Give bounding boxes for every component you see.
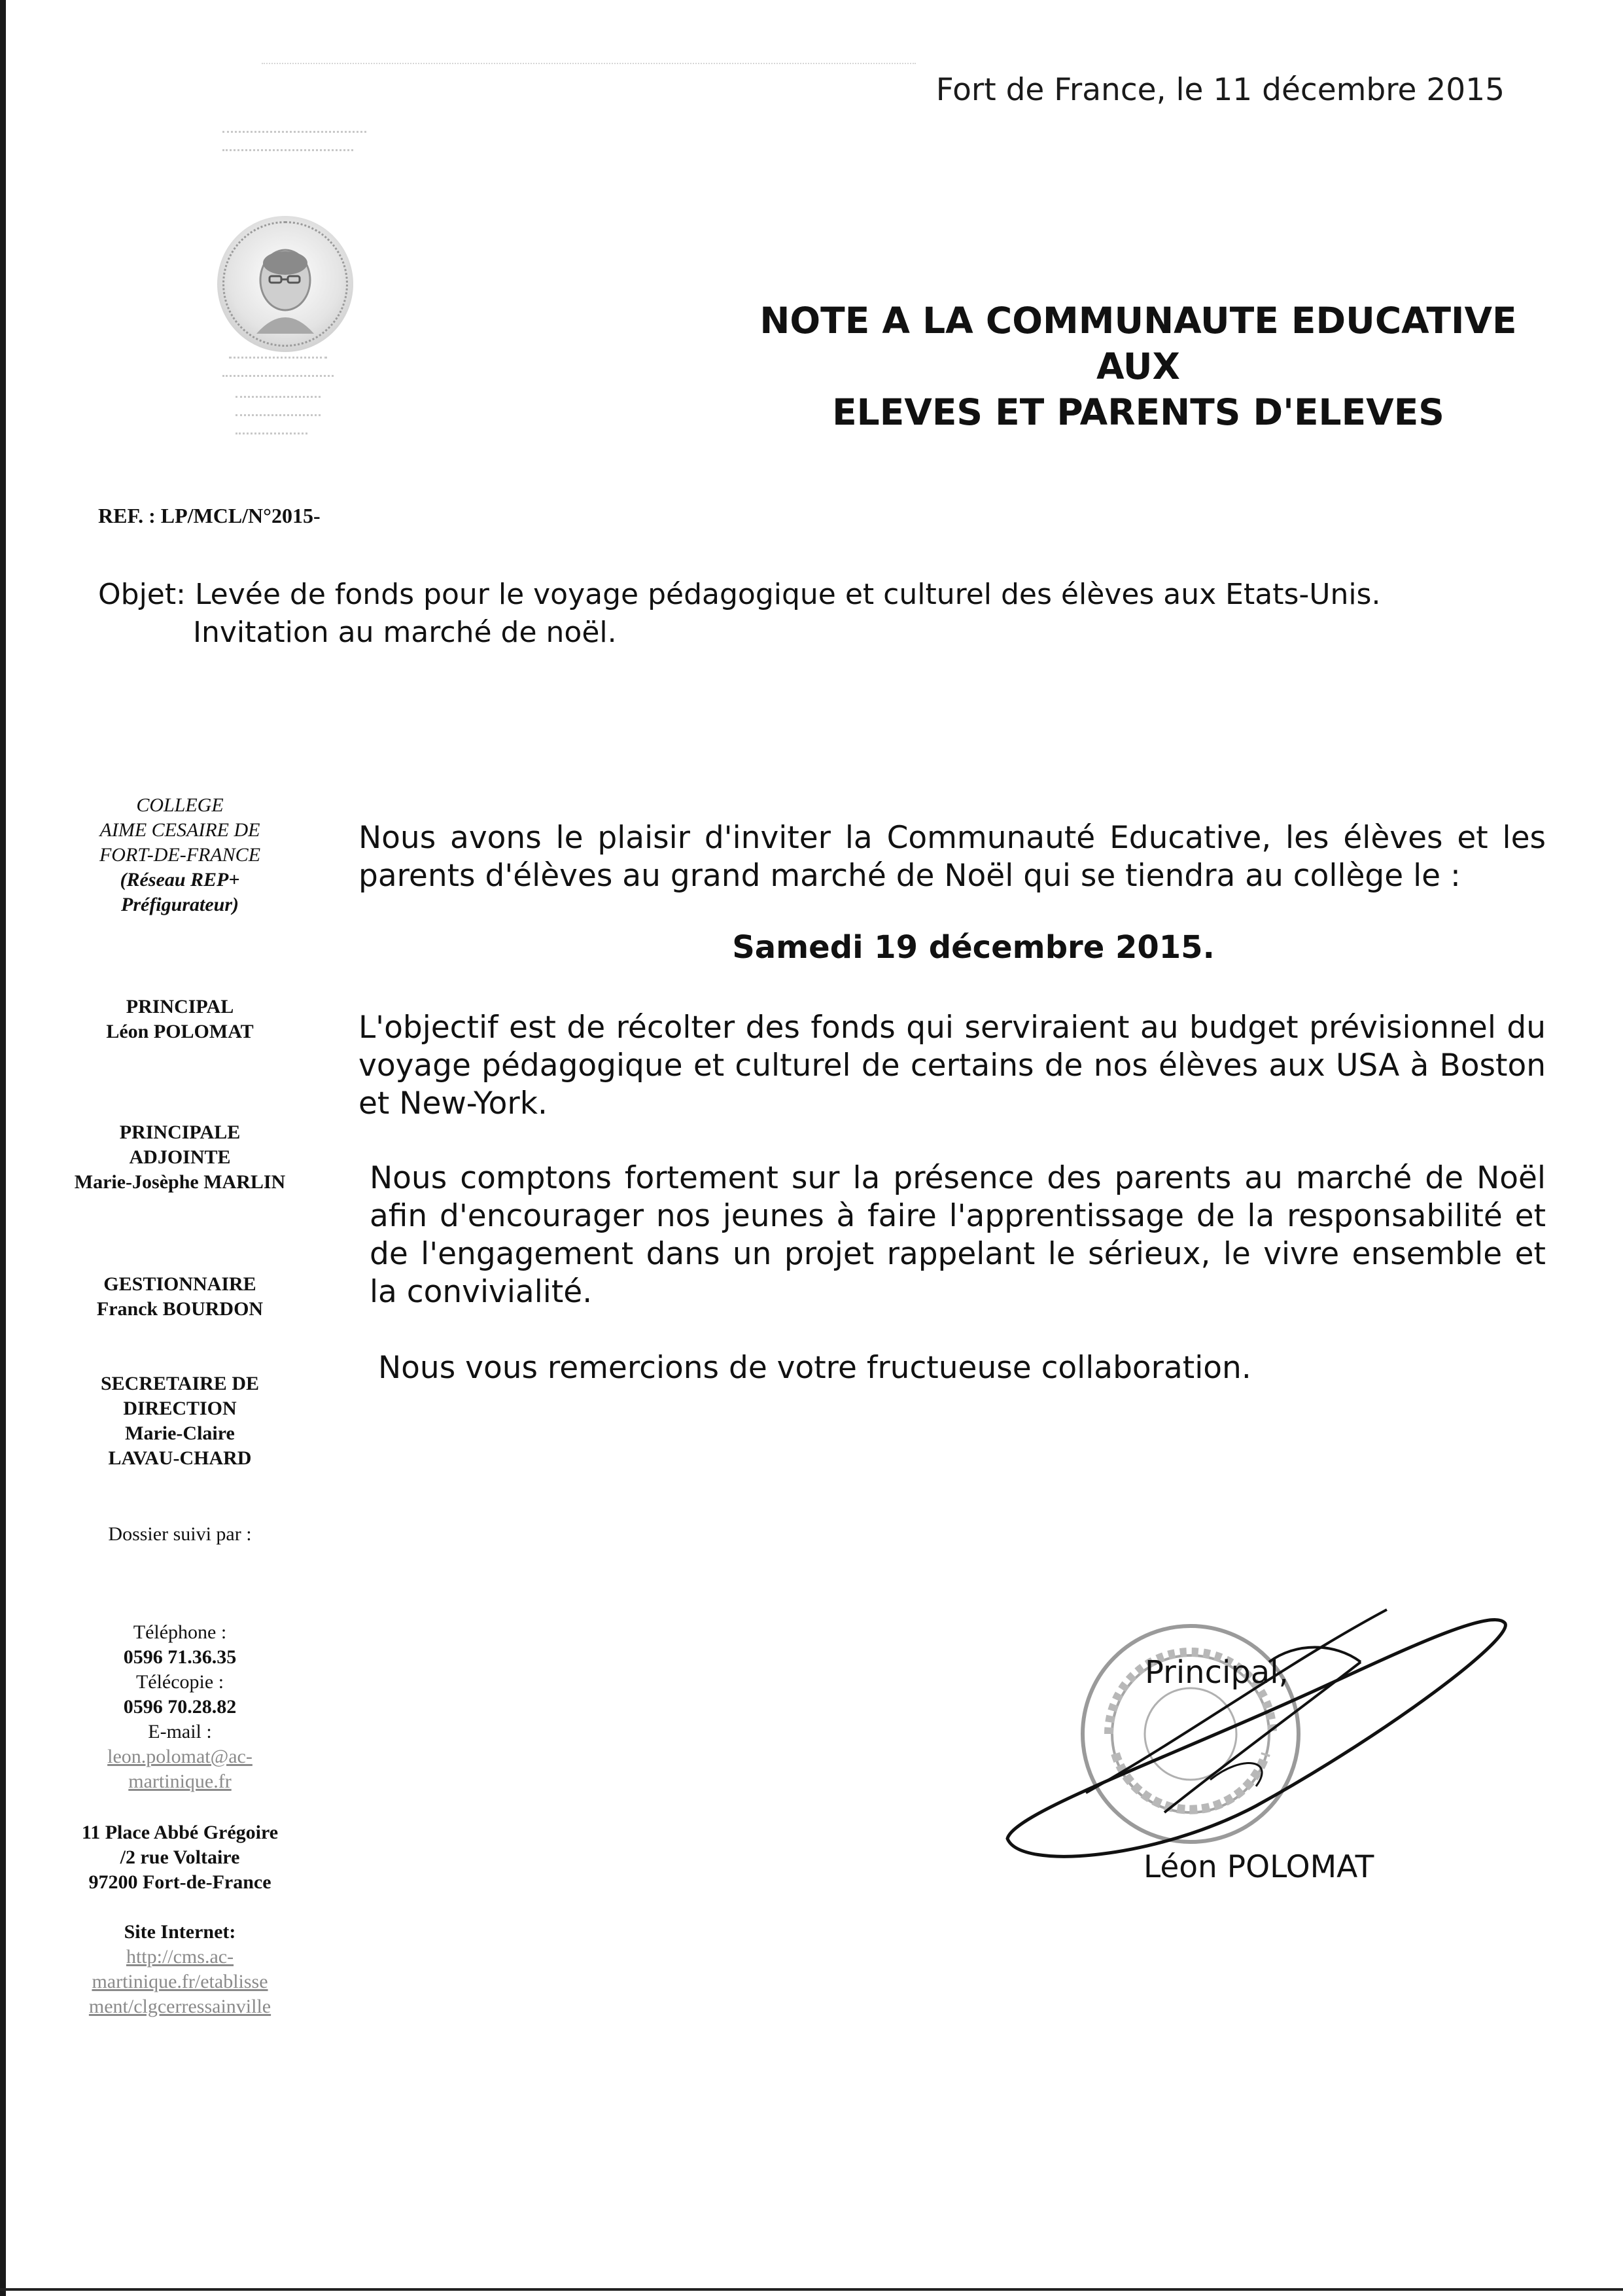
deputy-role: PRINCIPALE bbox=[119, 1122, 241, 1143]
subject-line-1: Levée de fonds pour le voyage pédagogique et culturel des élèves aux Etats-Unis. bbox=[194, 578, 1381, 611]
school-line: (Réseau REP+ bbox=[120, 869, 240, 891]
contact-block bbox=[52, 1620, 307, 1794]
event-date: Samedi 19 décembre 2015. bbox=[732, 929, 1215, 966]
document-title bbox=[720, 298, 1557, 435]
website-link[interactable]: ment/clgcerressainville bbox=[88, 1996, 271, 2017]
body-paragraph-3 bbox=[370, 1159, 1546, 1311]
website-link[interactable]: martinique.fr/etablisse bbox=[92, 1971, 268, 1992]
paragraph-text: L'objectif est de récolter des fonds qui serviraient au budget prévisionnel du voyage pédagogique et culturel de certains de nos élèves aux USA à Boston et New-York. bbox=[358, 1010, 1546, 1122]
email-link[interactable]: leon.polomat@ac- bbox=[107, 1746, 253, 1767]
faint-text-artifact bbox=[236, 396, 321, 398]
subject-block bbox=[98, 576, 1380, 652]
faint-text-artifact bbox=[229, 357, 327, 359]
body-paragraph-1 bbox=[358, 819, 1546, 895]
manager-role: GESTIONNAIRE bbox=[103, 1273, 256, 1295]
phone-number: 0596 71.36.35 bbox=[123, 1646, 237, 1668]
deputy-name: Marie-Josèphe MARLIN bbox=[74, 1171, 286, 1193]
date-line: Fort de France, le 11 décembre 2015 bbox=[935, 72, 1505, 108]
signature-title: Principal, bbox=[1145, 1654, 1289, 1691]
school-line: FORT-DE-FRANCE bbox=[99, 844, 261, 866]
school-name-block bbox=[52, 793, 307, 917]
deputy-block bbox=[52, 1120, 307, 1195]
reference-number: REF. : LP/MCL/N°2015- bbox=[98, 504, 321, 527]
address-line: /2 rue Voltaire bbox=[120, 1846, 240, 1868]
faint-text-artifact bbox=[222, 149, 353, 151]
website-link[interactable]: http://cms.ac- bbox=[126, 1946, 234, 1968]
address-line: 97200 Fort-de-France bbox=[88, 1871, 271, 1893]
principal-block bbox=[52, 995, 307, 1044]
school-line: COLLEGE bbox=[136, 794, 224, 816]
phone-label: Téléphone : bbox=[133, 1621, 227, 1643]
secretary-name: Marie-Claire bbox=[125, 1422, 235, 1444]
website-label: Site Internet: bbox=[124, 1921, 236, 1943]
followed-by bbox=[52, 1522, 307, 1547]
page-bottom-border bbox=[0, 2288, 1623, 2291]
email-link[interactable]: martinique.fr bbox=[128, 1771, 232, 1792]
paragraph-text: Nous avons le plaisir d'inviter la Communauté Educative, les élèves et les parents d'élèves au grand marché de Noël qui se tiendra au collège le : bbox=[358, 820, 1546, 894]
faint-text-artifact bbox=[222, 131, 366, 133]
secretary-block bbox=[52, 1371, 307, 1471]
website-block bbox=[52, 1920, 307, 2019]
title-line-1: NOTE A LA COMMUNAUTE EDUCATIVE AUX bbox=[759, 300, 1517, 387]
subject-line-2: Invitation au marché de noël. bbox=[193, 616, 617, 649]
school-line: Préfigurateur) bbox=[121, 894, 239, 915]
body-paragraph-2 bbox=[358, 1009, 1546, 1123]
subject-label: Objet: bbox=[98, 578, 186, 611]
school-line: AIME CESAIRE DE bbox=[99, 819, 260, 841]
manager-block bbox=[52, 1272, 307, 1322]
address-block bbox=[52, 1820, 307, 1895]
signature-name: Léon POLOMAT bbox=[1143, 1849, 1374, 1885]
paragraph-text: Nous comptons fortement sur la présence des parents au marché de Noël afin d'encourager nos jeunes à faire l'apprentissage de la responsabilité et de l'engagement dans un projet rappelant le sérieux, le vivre ensemble et la convivialité. bbox=[370, 1160, 1546, 1310]
email-label: E-mail : bbox=[148, 1721, 212, 1742]
page-left-border bbox=[0, 0, 6, 2296]
followed-by-label: Dossier suivi par : bbox=[108, 1523, 252, 1545]
principal-name: Léon POLOMAT bbox=[106, 1021, 254, 1042]
fax-label: Télécopie : bbox=[135, 1671, 224, 1693]
address-line: 11 Place Abbé Grégoire bbox=[81, 1822, 279, 1843]
scan-artifact-line bbox=[262, 63, 916, 64]
fax-number: 0596 70.28.82 bbox=[123, 1696, 237, 1718]
title-line-2: ELEVES ET PARENTS D'ELEVES bbox=[832, 391, 1444, 433]
faint-text-artifact bbox=[236, 414, 321, 416]
faint-text-artifact bbox=[222, 375, 334, 377]
secretary-role: SECRETAIRE DE bbox=[100, 1373, 259, 1394]
secretary-name: LAVAU-CHARD bbox=[108, 1447, 252, 1469]
faint-text-artifact bbox=[236, 433, 307, 434]
principal-role: PRINCIPAL bbox=[126, 996, 234, 1017]
body-paragraph-4 bbox=[378, 1349, 1565, 1387]
deputy-role: ADJOINTE bbox=[129, 1146, 231, 1168]
school-emblem-logo bbox=[217, 216, 353, 352]
manager-name: Franck BOURDON bbox=[96, 1298, 264, 1320]
paragraph-text: Nous vous remercions de votre fructueuse collaboration. bbox=[378, 1350, 1251, 1386]
secretary-role: DIRECTION bbox=[123, 1398, 237, 1419]
